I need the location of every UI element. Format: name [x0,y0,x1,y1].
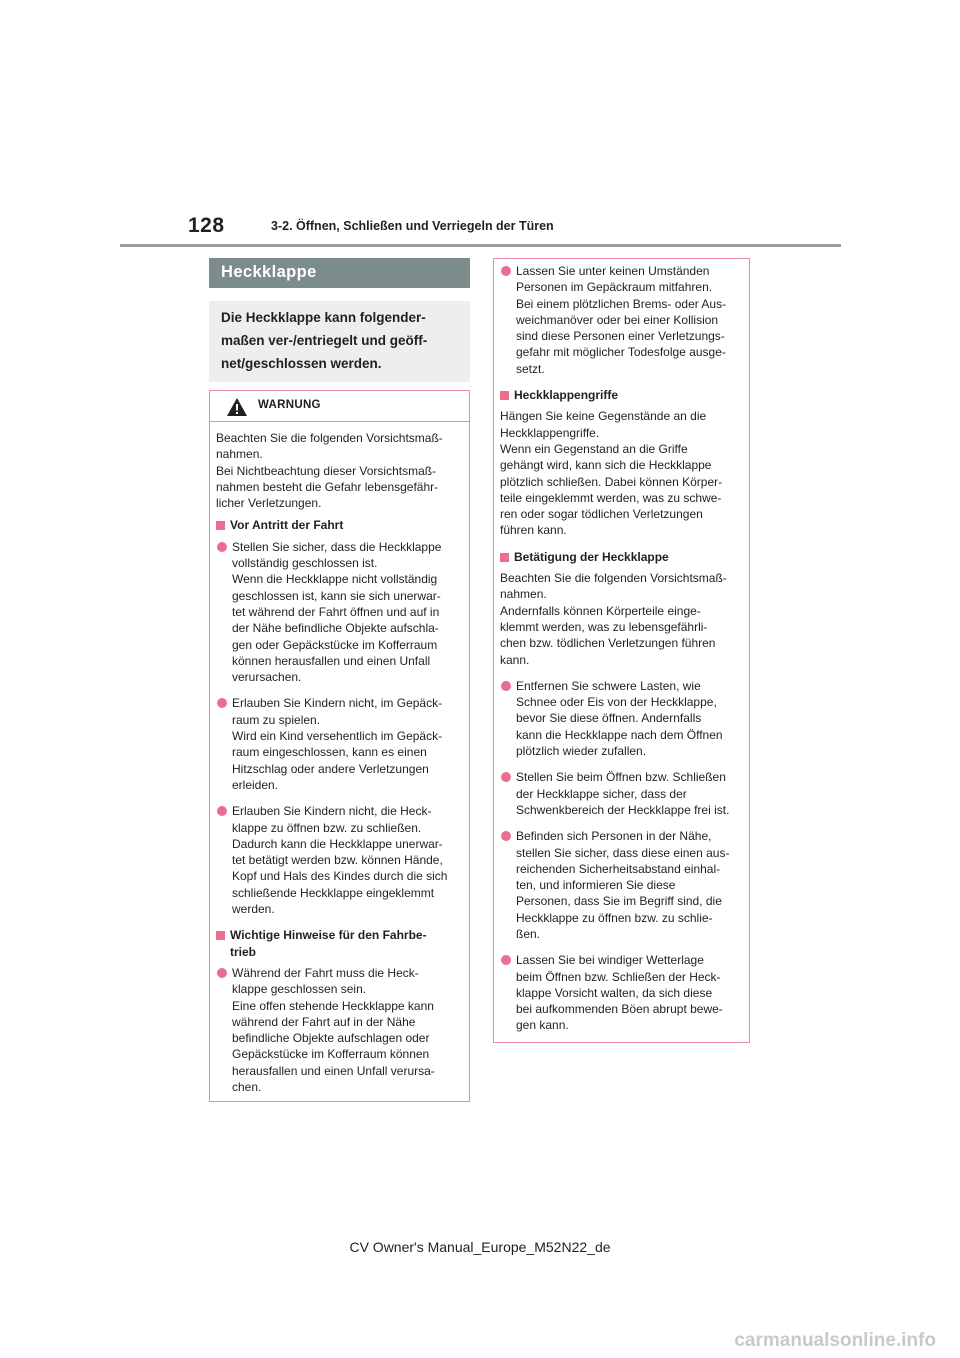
warning-intro: Beachten Sie die folgenden Vorsichtsmaß- nahmen. Bei Nichtbeachtung dieser Vorsichtsmaß- nahmen besteht die Gefahr lebensgefähr- licher Verletzungen. [216,431,443,511]
list-item: Befinden sich Personen in der Nähe, stellen Sie sicher, dass diese einen aus- reichenden Sicherheitsabstand einhal- ten, und informieren Sie diese Personen, dass Sie im Begriff sind, die Heckklappe zu öffnen bzw. zu schlie- ßen. [500,828,743,942]
subheading-before-driving: Vor Antritt der Fahrt [216,517,463,533]
warning-label: WARNUNG [258,399,321,411]
warning-header [210,391,469,422]
footer-manual-id: CV Owner's Manual_Europe_M52N22_de [349,1239,611,1255]
round-bullet-icon [217,542,227,552]
round-bullet-icon [501,266,511,276]
left-column [209,258,470,1102]
list-item: Erlauben Sie Kindern nicht, im Gepäck- raum zu spielen. Wird ein Kind versehentlich im Gepäck- raum eingeschlossen, kann es einen Hitzschlag oder andere Verletzungen erleiden. [216,695,463,793]
list-item: Lassen Sie bei windiger Wetterlage beim Öffnen bzw. Schließen der Heck- klappe Vorsicht walten, da sich diese bei aufkommenden Böen abrupt bewe- gen kann. [500,952,743,1033]
warning-box-continued [493,258,750,1043]
list-item: Stellen Sie sicher, dass die Heckklappe vollständig geschlossen ist. Wenn die Heckklappe nicht vollständig geschlossen ist, kann sie sich unerwar- tet während der Fahrt öffnen und auf in der Nähe befindliche Objekte aufschla- gen oder Gepäckstücke im Kofferraum können herausfallen und einen Unfall verursachen. [216,539,463,686]
subheading-operation: Betätigung der Heckklappe [500,549,743,565]
list-item: Während der Fahrt muss die Heck- klappe geschlossen sein. Eine offen stehende Heckklappe kann während der Fahrt auf in der Nähe befindliche Objekte aufschlagen oder Gepäckstücke im Kofferraum können herausfallen und einen Unfall verursa- chen. [216,965,463,1095]
square-bullet-icon [500,391,509,400]
subheading-driving-notes: Wichtige Hinweise für den Fahrbe- trieb [216,927,463,960]
warning-box [209,390,470,1102]
list-item: Erlauben Sie Kindern nicht, die Heck- klappe zu öffnen bzw. zu schließen. Dadurch kann die Heckklappe unerwar- tet betätigt werden bzw. können Hände, Kopf und Hals des Kindes durch die sich schließende Heckklappe eingeklemmt werden. [216,803,463,917]
page-title: Heckklappe [209,258,470,288]
section-title: 3-2. Öffnen, Schließen und Verriegeln der Türen [271,219,554,233]
handles-text: Hängen Sie keine Gegenstände an die Heckklappengriffe. Wenn ein Gegenstand an die Griffe gehängt wird, kann sich die Heckklappe plötzlich schließen. Dabei können Körper- teile eingeklemmt werden, was zu schwe- ren oder sogar tödlichen Verletzungen führen kann. [500,409,723,538]
watermark: carmanualsonline.info [734,1330,936,1351]
page-number: 128 [188,214,225,237]
round-bullet-icon [217,806,227,816]
warning-triangle-icon [226,397,248,417]
subheading-handles: Heckklappengriffe [500,387,743,403]
header-rule [120,244,841,247]
square-bullet-icon [216,931,225,940]
intro-box: Die Heckklappe kann folgender- maßen ver-/entriegelt und geöff- net/geschlossen werden. [209,301,470,382]
square-bullet-icon [500,553,509,562]
round-bullet-icon [501,772,511,782]
square-bullet-icon [216,521,225,530]
list-item: Stellen Sie beim Öffnen bzw. Schließen der Heckklappe sicher, dass der Schwenkbereich der Heckklappe frei ist. [500,769,743,818]
round-bullet-icon [501,955,511,965]
list-item: Entfernen Sie schwere Lasten, wie Schnee oder Eis von der Heckklappe, bevor Sie diese öffnen. Andernfalls kann die Heckklappe nach dem Öffnen plötzlich wieder zufallen. [500,678,743,759]
round-bullet-icon [501,681,511,691]
list-item: Lassen Sie unter keinen Umständen Personen im Gepäckraum mitfahren. Bei einem plötzlichen Brems- oder Aus- weichmanöver oder bei einer Kollision sind diese Personen einer Verletzungs- gefahr mit möglicher Todesfolge ausge- setzt. [500,263,743,377]
round-bullet-icon [217,968,227,978]
round-bullet-icon [217,698,227,708]
round-bullet-icon [501,831,511,841]
operation-text: Beachten Sie die folgenden Vorsichtsmaß- nahmen. Andernfalls können Körperteile einge- klemmt werden, was zu lebensgefährli- chen bzw. tödlichen Verletzungen führen kann. [500,571,727,667]
right-column [493,258,750,1043]
